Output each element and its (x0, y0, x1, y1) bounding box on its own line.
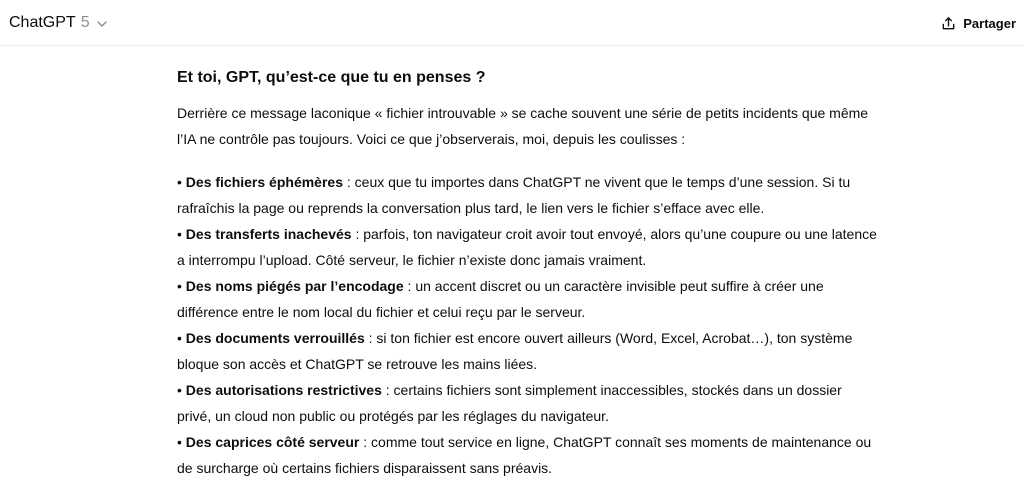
share-label: Partager (963, 15, 1016, 31)
top-bar (0, 0, 1024, 46)
message-intro: Derrière ce message laconique « fichier introuvable » se cache souvent une série de petits incidents que même l’IA ne contrôle pas toujours. Voici ce que j’observerais, moi, depuis les coulisses : (177, 105, 869, 147)
model-name: ChatGPT (9, 14, 76, 31)
assistant-message (177, 66, 877, 481)
list-item (177, 377, 877, 429)
share-button[interactable] (941, 12, 1016, 34)
bullet-list (177, 169, 877, 481)
item-text: : parfois, ton navigateur croit avoir tout envoyé, alors qu’une coupure ou une latence a interrompu l’upload. Côté serveur, le fichier n’existe donc jamais vraiment. (177, 226, 877, 268)
list-item (177, 325, 877, 377)
item-title: Des transferts inachevés (185, 226, 352, 242)
model-version: 5 (80, 14, 90, 31)
list-item (177, 429, 877, 481)
list-item (177, 273, 877, 325)
item-text: : ceux que tu importes dans ChatGPT ne vivent que le temps d’une session. Si tu rafraîchis la page ou reprends la conversation plus tard, le lien vers le fichier s’efface avec elle. (177, 174, 851, 216)
bullet: • (177, 330, 182, 346)
bullet: • (177, 226, 182, 242)
share-icon (941, 16, 956, 31)
bullet: • (177, 278, 182, 294)
item-text: : si ton fichier est encore ouvert ailleurs (Word, Excel, Acrobat…), ton système bloque son accès et ChatGPT se retrouve les mains liées. (177, 330, 853, 372)
list-item (177, 169, 877, 221)
model-switcher[interactable] (9, 12, 108, 34)
item-title: Des fichiers éphémères (185, 174, 343, 190)
bullet: • (177, 434, 182, 450)
message-heading: Et toi, GPT, qu’est-ce que tu en penses ? (177, 69, 486, 86)
item-title: Des noms piégés par l’encodage (185, 278, 404, 294)
item-title: Des autorisations restrictives (185, 382, 382, 398)
item-title: Des caprices côté serveur (185, 434, 360, 450)
item-text: : un accent discret ou un caractère invisible peut suffire à créer une différence entre le nom local du fichier et celui reçu par le serveur. (177, 278, 824, 320)
item-text: : comme tout service en ligne, ChatGPT connaît ses moments de maintenance ou de surcharge où certains fichiers disparaissent sans préavis. (177, 434, 872, 476)
item-text: : certains fichiers sont simplement inaccessibles, stockés dans un dossier privé, un cloud non public ou protégés par les réglages du navigateur. (177, 382, 842, 424)
list-item (177, 221, 877, 273)
item-title: Des documents verrouillés (185, 330, 365, 346)
chevron-down-icon (96, 18, 108, 30)
bullet: • (177, 382, 182, 398)
bullet: • (177, 174, 182, 190)
